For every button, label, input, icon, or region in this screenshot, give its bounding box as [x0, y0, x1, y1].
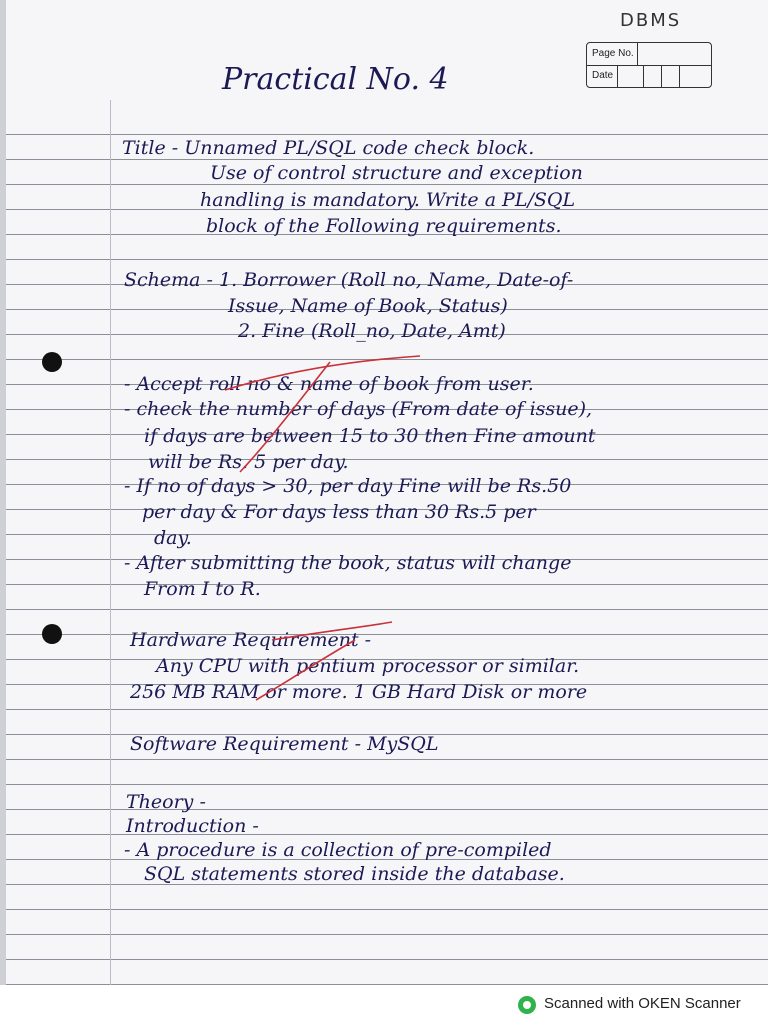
- red-check-stroke: [240, 362, 330, 472]
- handwritten-line: Any CPU with pentium processor or similar.: [156, 655, 580, 677]
- red-check-stroke: [225, 356, 420, 390]
- handwritten-line: From I to R.: [144, 578, 261, 600]
- handwritten-line: Issue, Name of Book, Status): [228, 295, 508, 317]
- handwritten-line: - Accept roll no & name of book from user.: [124, 373, 534, 395]
- handwritten-line: - After submitting the book, status will change: [124, 552, 572, 574]
- handwritten-line: will be Rs. 5 per day.: [148, 451, 349, 473]
- handwritten-line: per day & For days less than 30 Rs.5 per: [142, 501, 536, 523]
- date-label: Date: [592, 70, 614, 81]
- handwritten-line: 256 MB RAM or more. 1 GB Hard Disk or more: [130, 681, 588, 703]
- scanner-watermark: Scanned with OKEN Scanner: [544, 995, 741, 1012]
- page-title: Practical No. 4: [222, 62, 449, 97]
- handwritten-line: Use of control structure and exception: [210, 162, 583, 184]
- scanner-footer: [0, 985, 768, 1024]
- handwritten-line: day.: [154, 527, 192, 549]
- handwritten-line: - If no of days > 30, per day Fine will be Rs.50: [124, 475, 572, 497]
- handwritten-line: - check the number of days (From date of issue),: [124, 398, 593, 420]
- subject-label: DBMS: [620, 10, 682, 31]
- page-no-label: Page No.: [592, 48, 634, 59]
- handwritten-line: SQL statements stored inside the database.: [144, 863, 565, 885]
- handwritten-line: Schema - 1. Borrower (Roll no, Name, Date-of-: [124, 269, 574, 291]
- red-check-stroke: [256, 640, 355, 700]
- scanner-logo-icon: [518, 996, 536, 1014]
- handwritten-line: Software Requirement - MySQL: [130, 733, 439, 755]
- handwritten-line: - A procedure is a collection of pre-compiled: [124, 839, 552, 861]
- red-check-stroke: [272, 622, 392, 640]
- handwritten-line: Title - Unnamed PL/SQL code check block.: [122, 137, 535, 159]
- handwritten-line: block of the Following requirements.: [206, 215, 562, 237]
- handwritten-line: handling is mandatory. Write a PL/SQL: [200, 189, 576, 211]
- handwritten-line: Introduction -: [126, 815, 259, 837]
- handwritten-line: Theory -: [126, 791, 206, 813]
- handwritten-line: if days are between 15 to 30 then Fine amount: [144, 425, 596, 447]
- handwritten-line: Hardware Requirement -: [130, 629, 372, 651]
- handwritten-line: 2. Fine (Roll_no, Date, Amt): [238, 320, 506, 342]
